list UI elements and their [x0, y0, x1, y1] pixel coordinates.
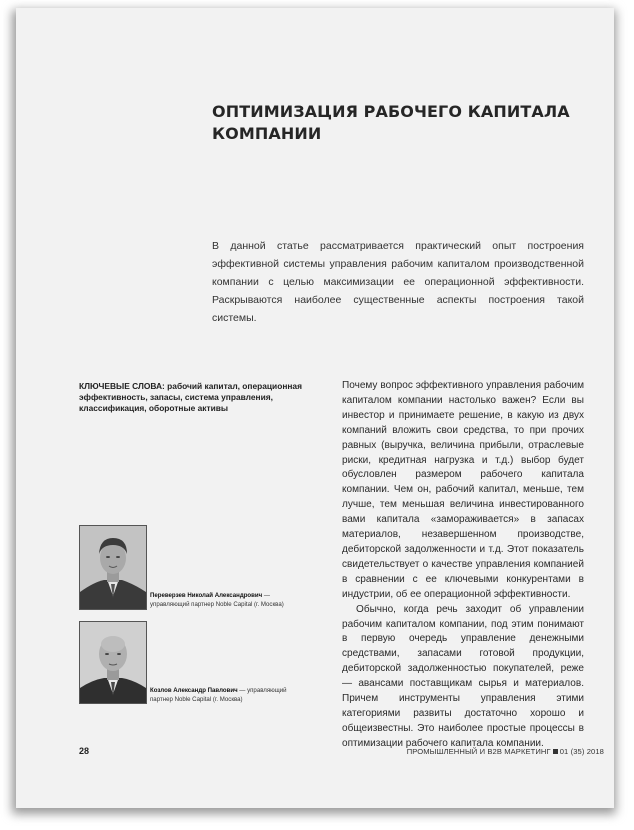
page-number: 28 — [79, 746, 90, 756]
square-icon — [553, 749, 558, 754]
journal-name: ПРОМЫШЛЕННЫЙ И В2В МАРКЕТИНГ — [406, 747, 551, 756]
author-photo-2 — [79, 621, 147, 704]
keywords-list: рабочий капитал, операционная эффективность, запасы, система управления, классификация, оборотные активы — [79, 381, 302, 414]
author-name-1: Переверзев Николай Александрович — [150, 592, 263, 599]
issue-number: 01 (35) 2018 — [559, 747, 604, 756]
author-caption-1 — [150, 591, 300, 609]
author-photo-1 — [79, 525, 147, 610]
article-title: ОПТИМИЗАЦИЯ РАБОЧЕГО КАПИТАЛА КОМПАНИИ — [212, 102, 570, 143]
journal-footer — [407, 747, 604, 756]
article-body — [342, 379, 584, 752]
author-caption-2 — [150, 686, 300, 704]
author-role-1: — управляющий партнер Noble Capital (г. Москва) — [150, 592, 284, 608]
keywords-block — [79, 381, 311, 415]
keywords-label: КЛЮЧЕВЫЕ СЛОВА: — [79, 381, 165, 391]
body-paragraph-2: Обычно, когда речь заходит об управлении рабочим капиталом компании, под этим понимают в первую очередь управление денежными средствами, запасами готовой продукции, дебиторской задолженностью покупателей, реже — авансами поставщикам сырья и материалов. Причем инструменты управления этими категориями развиты достаточно хорошо и общеизвестны. Это наиболее простые процессы в оптимизации рабочего капитала компании. — [342, 603, 584, 749]
author-name-2: Козлов Александр Павлович — [150, 687, 238, 694]
author-role-2: — управляющий партнер Noble Capital (г. Москва) — [150, 687, 287, 703]
body-paragraph-1: Почему вопрос эффективного управления рабочим капиталом компании настолько важен? Если вы инвестор и принимаете решение, в какую из двух компаний вложить свои средства, то при прочих равных (выручка, величина прибыли, отраслевые риски, кредитная нагрузка и т.д.) выбор будет обусловлен размером рабочего капитала компании. Чем он, рабочий капитал, меньше, тем лучше, тем меньшая величина инвестированного вами капитала «замораживается» в запасах материалов, незавершенном производстве, дебиторской задолженности и т.д. Этот показатель свидетельствует о качестве управления компанией в сравнении с ее ключевыми конкурентами в индустрии, об ее операционной эффективности. — [342, 380, 584, 600]
article-lead: В данной статье рассматривается практический опыт построения эффективной системы управления рабочим капиталом производственной компании с целью максимизации ее операционной эффективности. Раскрываются наиболее существенные аспекты построения такой системы. — [212, 240, 584, 324]
